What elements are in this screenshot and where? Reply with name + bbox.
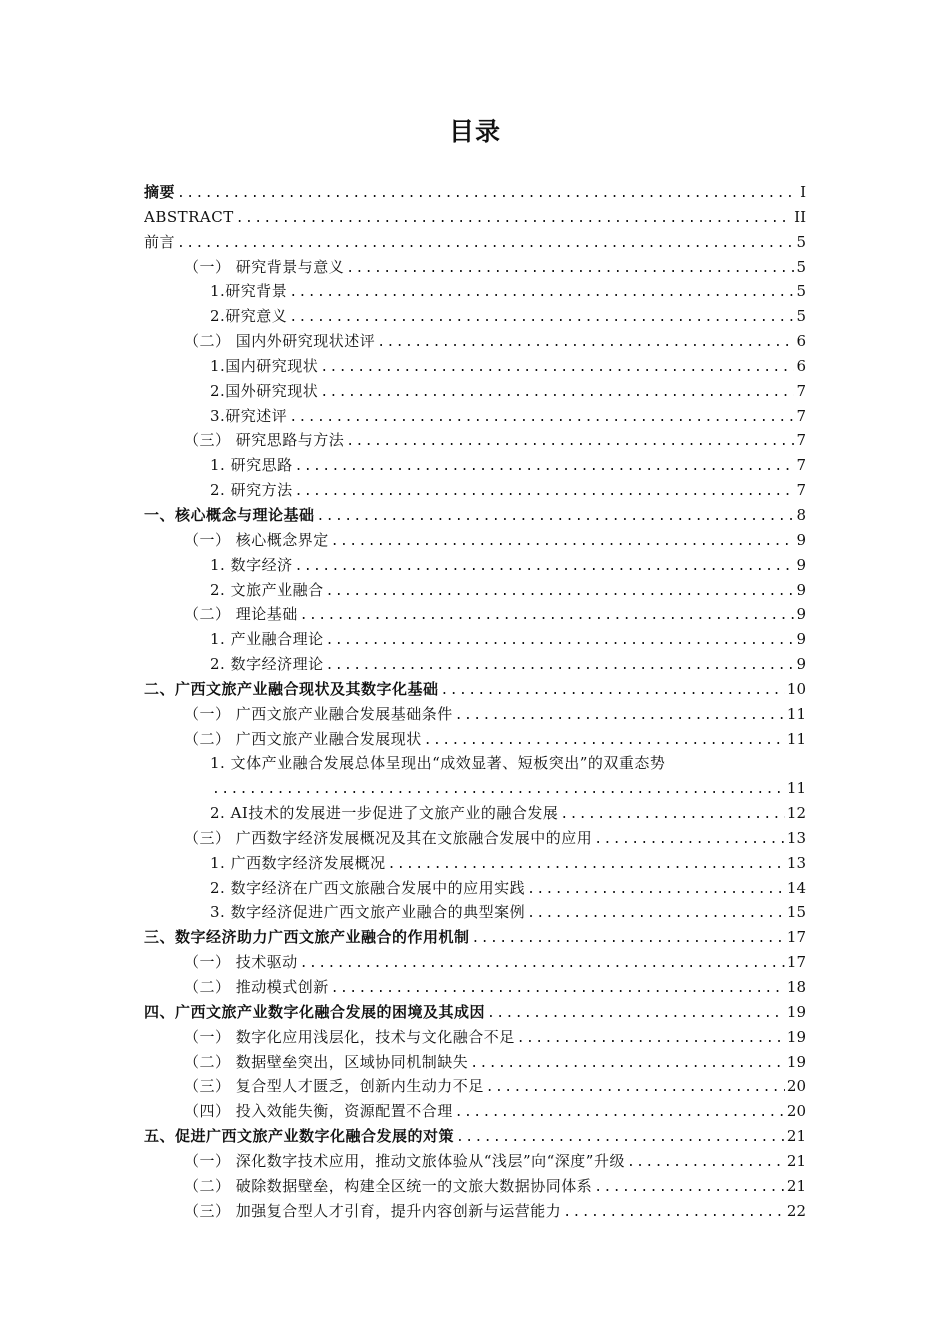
toc-leader-dots — [300, 952, 785, 975]
page-title: 目录 — [448, 117, 501, 146]
toc-entry-label: 四、广西文旅产业数字化融合发展的困境及其成因 — [144, 1002, 486, 1021]
toc-entry-page: I — [800, 183, 806, 201]
toc-entry[interactable] — [144, 925, 806, 950]
toc-entry-label: （一） 研究背景与意义 — [184, 257, 345, 276]
toc-entry-page: 9 — [796, 555, 806, 574]
toc-entry-page: 21 — [786, 1127, 806, 1146]
toc-entry-label: 2.国外研究现状 — [210, 381, 319, 400]
toc-entry[interactable] — [144, 826, 806, 851]
toc-leader-dots — [320, 356, 794, 379]
toc-entry-page: 8 — [796, 505, 806, 524]
toc-entry[interactable] — [144, 652, 806, 677]
toc-leader-dots — [517, 1027, 785, 1050]
toc-leader-dots — [289, 306, 794, 329]
toc-leader-dots — [527, 902, 785, 925]
toc-entry-label: 摘要 — [144, 183, 176, 201]
toc-entry-label: （一） 广西文旅产业融合发展基础条件 — [184, 704, 453, 723]
toc-entry[interactable] — [144, 1025, 806, 1050]
toc-leader-dots — [388, 853, 785, 876]
toc-entry-label: ABSTRACT — [144, 207, 234, 226]
toc-entry-label: 2. 研究方法 — [210, 481, 293, 500]
toc-leader-dots — [326, 580, 795, 603]
toc-entry-label: 2. 数字经济理论 — [210, 655, 324, 674]
toc-leader-dots — [346, 430, 794, 453]
toc-entry-page: 10 — [786, 679, 806, 698]
toc-entry-page: 21 — [786, 1151, 806, 1170]
toc-entry-label: 五、促进广西文旅产业数字化融合发展的对策 — [144, 1127, 455, 1146]
toc-entry-page: 5 — [796, 257, 806, 276]
toc-entry[interactable] — [144, 627, 806, 652]
toc-entry-label: 1.研究背景 — [210, 282, 288, 301]
toc-entry-page: 5 — [796, 307, 806, 326]
toc-leader-dots — [560, 803, 785, 826]
toc-entry-label: （二） 广西文旅产业融合发展现状 — [184, 729, 422, 748]
toc-leader-dots — [470, 1052, 785, 1075]
toc-entry-label: （二） 国内外研究现状述评 — [184, 332, 376, 351]
toc-entry-page: 9 — [796, 630, 806, 649]
toc-entry-label: 一、核心概念与理论基础 — [144, 505, 315, 524]
toc-leader-dots — [456, 1126, 785, 1149]
toc-entry-page: 5 — [796, 232, 806, 251]
toc-entry[interactable] — [144, 478, 806, 503]
toc-leader-dots — [487, 1002, 785, 1025]
toc-entry-page: 13 — [786, 853, 806, 872]
toc-entry-page: 15 — [786, 903, 806, 922]
toc-leader-dots — [289, 281, 794, 304]
toc-entry-label: （二） 破除数据壁垒，构建全区统一的文旅大数据协同体系 — [184, 1176, 593, 1195]
toc-leader-dots — [486, 1076, 785, 1099]
toc-entry[interactable] — [144, 379, 806, 404]
toc-entry-page: 12 — [786, 804, 806, 823]
toc-entry-label: （一） 数字化应用浅层化，技术与文化融合不足 — [184, 1027, 515, 1046]
toc-leader-dots — [527, 878, 785, 901]
toc-entry[interactable] — [144, 751, 806, 776]
toc-entry-label: （三） 复合型人才匮乏，创新内生动力不足 — [184, 1077, 484, 1096]
toc-entry-label: 3.研究述评 — [210, 406, 288, 425]
toc-entry[interactable] — [144, 528, 806, 553]
toc-entry-label: 三、数字经济助力广西文旅产业融合的作用机制 — [144, 928, 470, 947]
toc-entry[interactable] — [144, 1000, 806, 1025]
toc-entry-page: 9 — [796, 655, 806, 674]
toc-entry-page: 20 — [786, 1077, 806, 1096]
toc-entry-label: 1. 文体产业融合发展总体呈现出“成效显著、短板突出”的双重态势 — [210, 754, 666, 773]
toc-entry-label: 2. 文旅产业融合 — [210, 580, 324, 599]
toc-entry-page: 9 — [796, 580, 806, 599]
toc-entry[interactable] — [144, 503, 806, 528]
toc-entry-label: 二、广西文旅产业融合现状及其数字化基础 — [144, 679, 439, 698]
toc-entry[interactable] — [144, 727, 806, 752]
toc-leader-dots — [331, 977, 785, 1000]
toc-entry[interactable] — [144, 975, 806, 1000]
toc-entry[interactable] — [144, 578, 806, 603]
toc-entry[interactable] — [144, 876, 806, 901]
toc-entry[interactable] — [144, 354, 806, 379]
toc-entry-label: 1.国内研究现状 — [210, 356, 319, 375]
table-of-contents — [144, 180, 806, 1223]
toc-entry[interactable] — [144, 677, 806, 702]
toc-entry-page: 11 — [786, 729, 806, 748]
toc-entry-page: 21 — [786, 1176, 806, 1195]
toc-entry-page: 9 — [796, 605, 806, 624]
toc-entry-label: 1. 产业融合理论 — [210, 630, 324, 649]
toc-leader-dots — [326, 629, 795, 652]
toc-entry-page: 17 — [786, 928, 806, 947]
toc-entry-page: 13 — [786, 828, 806, 847]
toc-leader-dots — [441, 679, 785, 702]
toc-entry-label: （三） 加强复合型人才引育，提升内容创新与运营能力 — [184, 1201, 562, 1220]
toc-leader-dots — [177, 232, 794, 255]
toc-entry[interactable] — [144, 553, 806, 578]
toc-leader-dots — [295, 555, 795, 578]
toc-leader-dots — [472, 927, 785, 950]
toc-entry[interactable] — [144, 404, 806, 429]
toc-leader-dots — [424, 729, 785, 752]
toc-leader-dots — [212, 778, 785, 801]
toc-entry-page: 9 — [796, 530, 806, 549]
toc-entry[interactable] — [144, 255, 806, 280]
toc-leader-dots — [295, 480, 795, 503]
toc-entry-page: 5 — [796, 282, 806, 301]
toc-entry-page: 18 — [786, 978, 806, 996]
toc-entry-label: 2.研究意义 — [210, 307, 288, 326]
toc-entry-page: 14 — [786, 878, 806, 897]
toc-entry-page: II — [794, 207, 806, 226]
toc-entry-label: （三） 研究思路与方法 — [184, 431, 345, 450]
toc-entry[interactable] — [144, 1050, 806, 1075]
toc-entry-label: （二） 理论基础 — [184, 605, 298, 624]
toc-entry[interactable] — [144, 329, 806, 354]
toc-leader-dots — [317, 505, 795, 528]
toc-leader-dots — [289, 406, 794, 429]
toc-entry-page: 7 — [796, 481, 806, 500]
toc-entry-page: 6 — [796, 332, 806, 351]
toc-entry-page: 19 — [786, 1002, 806, 1021]
toc-entry[interactable] — [144, 1199, 806, 1224]
toc-entry[interactable] — [144, 1124, 806, 1149]
toc-leader-dots — [326, 654, 795, 677]
toc-entry[interactable] — [144, 1174, 806, 1199]
toc-entry-label: （一） 技术驱动 — [184, 953, 298, 972]
toc-entry-page: 22 — [786, 1201, 806, 1220]
toc-entry[interactable] — [144, 180, 806, 205]
toc-entry[interactable] — [144, 900, 806, 925]
toc-leader-dots — [346, 257, 794, 280]
toc-leader-dots — [563, 1201, 785, 1224]
toc-entry[interactable] — [144, 205, 806, 230]
toc-entry[interactable] — [144, 851, 806, 876]
toc-leader-dots — [594, 1176, 785, 1199]
toc-entry[interactable] — [144, 1149, 806, 1174]
toc-entry-label: 3. 数字经济促进广西文旅产业融合的典型案例 — [210, 903, 526, 922]
toc-entry[interactable] — [144, 428, 806, 453]
toc-entry-label: （二） 数据壁垒突出，区域协同机制缺失 — [184, 1052, 469, 1071]
toc-entry-page: 19 — [786, 1052, 806, 1071]
toc-leader-dots — [236, 207, 792, 230]
toc-leader-dots — [455, 1101, 785, 1124]
toc-leader-dots — [177, 182, 798, 205]
toc-entry[interactable] — [144, 950, 806, 975]
toc-entry-label: （四） 投入效能失衡，资源配置不合理 — [184, 1102, 453, 1121]
toc-entry-page: 17 — [786, 953, 806, 972]
toc-entry-page: 7 — [796, 406, 806, 425]
toc-entry[interactable] — [144, 453, 806, 478]
toc-entry-label: （二） 推动模式创新 — [184, 978, 329, 996]
toc-entry-label: （三） 广西数字经济发展概况及其在文旅融合发展中的应用 — [184, 828, 593, 847]
toc-entry[interactable] — [144, 230, 806, 255]
toc-entry-page: 19 — [786, 1027, 806, 1046]
toc-leader-dots — [377, 331, 794, 354]
toc-leader-dots — [295, 455, 795, 478]
toc-entry[interactable] — [144, 1074, 806, 1099]
toc-entry-label: 2. AI技术的发展进一步促进了文旅产业的融合发展 — [210, 804, 559, 823]
toc-entry-label: 前言 — [144, 232, 176, 251]
toc-entry[interactable] — [144, 602, 806, 627]
toc-leader-dots — [627, 1151, 785, 1174]
toc-entry-page: 7 — [796, 431, 806, 450]
toc-entry-page: 6 — [796, 356, 806, 375]
toc-leader-dots — [594, 828, 785, 851]
toc-entry[interactable] — [144, 702, 806, 727]
toc-entry[interactable] — [144, 801, 806, 826]
toc-leader-dots — [320, 381, 794, 404]
toc-entry[interactable] — [144, 279, 806, 304]
toc-entry-page: 20 — [786, 1102, 806, 1121]
toc-entry-label: 1. 研究思路 — [210, 456, 293, 475]
toc-leader-dots — [300, 604, 795, 627]
toc-entry[interactable] — [144, 776, 806, 801]
toc-entry-label: （一） 核心概念界定 — [184, 530, 329, 549]
toc-leader-dots — [455, 704, 785, 727]
toc-entry-label: 2. 数字经济在广西文旅融合发展中的应用实践 — [210, 878, 526, 897]
toc-entry-page: 11 — [786, 704, 806, 723]
toc-entry-page: 7 — [796, 456, 806, 475]
toc-entry[interactable] — [144, 304, 806, 329]
toc-entry-label: 1. 广西数字经济发展概况 — [210, 853, 386, 872]
toc-entry-page: 7 — [796, 381, 806, 400]
toc-entry[interactable] — [144, 1099, 806, 1124]
toc-entry-label: 1. 数字经济 — [210, 555, 293, 574]
toc-entry-page: 11 — [786, 779, 806, 798]
toc-leader-dots — [331, 530, 795, 553]
toc-entry-label: （一） 深化数字技术应用，推动文旅体验从“浅层”向“深度”升级 — [184, 1151, 625, 1170]
